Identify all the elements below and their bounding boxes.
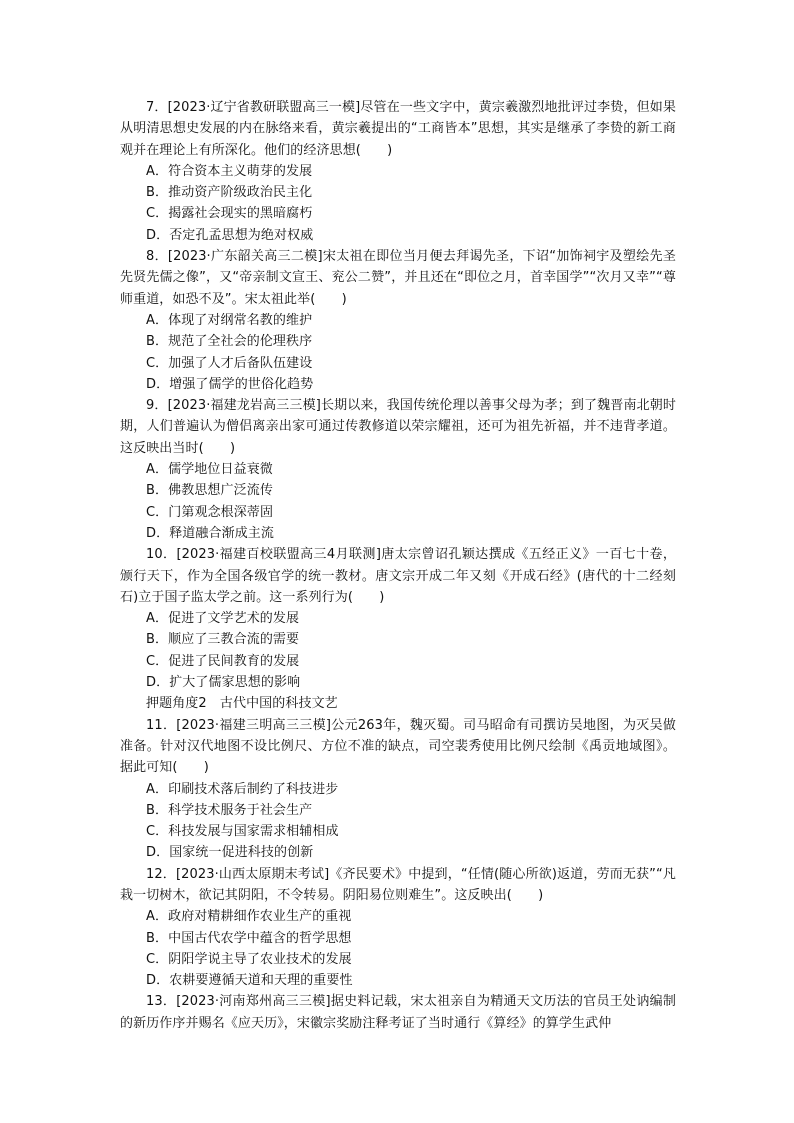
option-b: B．佛教思想广泛流传 (146, 483, 273, 499)
option-d: D．增强了儒学的世俗化趋势 (146, 376, 314, 392)
question-stem: 11．[2023·福建三明高三三模]公元263年，魏灭蜀。司马昭命有司撰访吴地图，为灭吴做准备。针对汉代地图不设比例尺、方位不准的缺点，司空裴秀使用比例尺绘制《禹贡地域图》。据此可知( ) (120, 717, 676, 776)
option-d: D．国家统一促进科技的创新 (146, 845, 314, 861)
option-c: C．揭露社会现实的黑暗腐朽 (146, 206, 313, 222)
option-c: C．加强了人才后备队伍建设 (146, 355, 313, 371)
option-b: B．顺应了三教合流的需要 (146, 632, 300, 648)
option-a: A．符合资本主义萌芽的发展 (146, 163, 313, 179)
option-c: C．促进了民间教育的发展 (146, 653, 300, 669)
question-11 (120, 715, 676, 864)
option-a: A．儒学地位日益衰微 (146, 462, 273, 478)
option-c: C．阴阳学说主导了农业技术的发展 (146, 951, 352, 967)
option-a: A．政府对精耕细作农业生产的重视 (146, 909, 352, 925)
option-c: C．门第观念根深蒂固 (146, 504, 274, 520)
question-stem: 9．[2023·福建龙岩高三三模]长期以来，我国传统伦理以善事父母为孝；到了魏晋南北朝时期，人们普遍认为僧侣离亲出家可通过传教修道以荣宗耀祖，还可为祖先祈福，并不违背孝道。这反映出当时( ) (120, 398, 676, 456)
option-b: B．推动资产阶级政治民主化 (146, 185, 313, 201)
option-b: B．规范了全社会的伦理秩序 (146, 334, 313, 350)
question-stem: 7．[2023·辽宁省教研联盟高三一模]尽管在一些文字中，黄宗羲激烈地批评过李贽，但如果从明清思想史发展的内在脉络来看，黄宗羲提出的“工商皆本”思想，其实是继承了李贽的新工商观并在理论上有所深化。他们的经济思想( ) (120, 100, 676, 158)
question-stem: 12．[2023·山西太原期末考试]《齐民要术》中提到，“任情(随心所欲)返道，劳而无获”“凡栽一切树木，欲记其阴阳，不令转易。阴阳易位则难生”。这反映出( ) (120, 866, 676, 903)
option-d: D．否定孔孟思想为绝对权威 (146, 227, 314, 243)
question-12 (120, 864, 676, 992)
question-10 (120, 544, 676, 693)
question-7 (120, 97, 676, 246)
question-stem: 13．[2023·河南郑州高三三模]据史料记载，宋太祖亲自为精通天文历法的官员王处讷编制的新历作序并赐名《应天历》，宋徽宗奖励注释考证了当时通行《算经》的算学生武仲 (120, 994, 676, 1031)
question-stem: 8．[2023·广东韶关高三二模]宋太祖在即位当月便去拜谒先圣，下诏“加饰祠宇及塑绘先圣先贤先儒之像”，又“帝亲制文宣王、兖公二赞”，并且还在“即位之月，首幸国学”“次月又幸”“尊师重道，如恐不及”。宋太祖此举( ) (120, 249, 676, 307)
option-d: D．扩大了儒家思想的影响 (146, 675, 301, 691)
question-8 (120, 246, 676, 395)
question-stem: 10．[2023·福建百校联盟高三4月联测]唐太宗曾诏孔颖达撰成《五经正义》一百七十卷，颁行天下，作为全国各级官学的统一教材。唐文宗开成二年又刻《开成石经》(唐代的十二经刻石)立于国子监太学之前。这一系列行为( ) (120, 547, 676, 605)
option-d: D．农耕要遵循天道和天理的重要性 (146, 973, 353, 989)
option-b: B．中国古代农学中蕴含的哲学思想 (146, 930, 352, 946)
option-c: C．科技发展与国家需求相辅相成 (146, 824, 339, 840)
option-d: D．释道融合渐成主流 (146, 525, 275, 541)
option-a: A．体现了对纲常名教的维护 (146, 312, 313, 328)
question-9 (120, 395, 676, 544)
question-list (120, 97, 676, 1034)
option-a: A．促进了文学艺术的发展 (146, 611, 300, 627)
option-a: A．印刷技术落后制约了科技进步 (146, 781, 339, 797)
question-13 (120, 991, 676, 1034)
option-b: B．科学技术服务于社会生产 (146, 802, 313, 818)
section-heading: 押题角度2 古代中国的科技文艺 (146, 696, 338, 712)
